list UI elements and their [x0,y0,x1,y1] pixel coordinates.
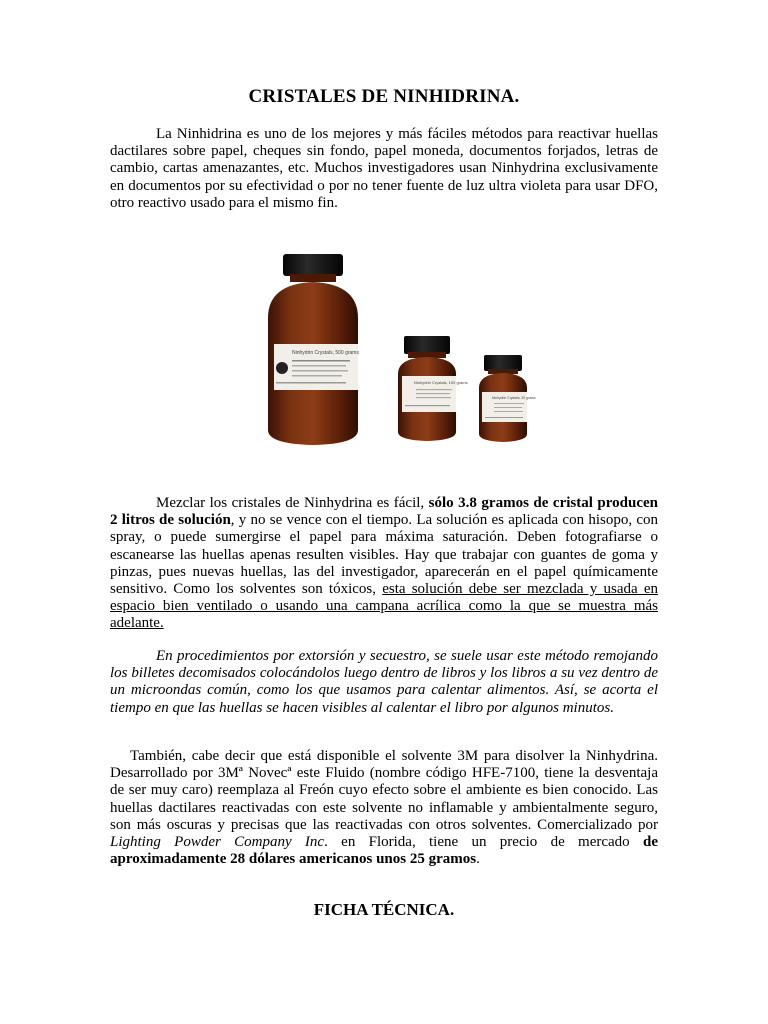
paragraph-solvent-text-2: . en Florida, tiene un precio de mercado [324,834,643,851]
company-name: Lighting Powder Company Inc [110,834,325,851]
price-bold: de aproximadamente 28 dólares americanos unos 25 gramos [110,834,658,868]
small-bottle-label-text: Ninhydrin Crystals, 25 grams [492,396,536,400]
paragraph-extortion-text: En procedimientos por extorsión y secuestro, se suele usar este método remojando los billetes decomisados colocándolos luego dentro de libros y los libros a su vez dentro de un microondas común, como los que usamos para calentar alimentos. Así, se acorta el tiempo en que las huellas se hacen visibles al calentar el libro por algunos minutos. [110,648,658,716]
large-bottle-label-text: Ninhydrin Crystals, 500 grams [292,350,359,356]
small-bottle [479,355,536,442]
large-bottle-logo [276,362,288,374]
paragraph-mixing-underlined: esta solución debe ser mezclada y usada en espacio bien ventilado o usando una campana acrílica como la que se muestra más adelante. [110,581,658,632]
paragraph-intro-text: La Ninhidrina es uno de los mejores y más fáciles métodos para reactivar huellas dactilares sobre papel, cheques sin fondo, papel moneda, documentos forjados, letras de cambio, cartas amenazantes, etc. Muchos investigadores usan Ninhydrina exclusivamente en documentos por su efectividad o por no tener fuente de luz ultra violeta para usar DFO, otro reactivo usado para el mismo fin. [110,126,658,211]
paragraph-mixing-body: , y no se vence con el tiempo. La solución es aplicada con hisopo, con spray, o puede sumergirse el papel para máxima saturación. Deben fotografiarse o escanearse las huellas apenas resulten visibles. Hay que trabajar con guantes de goma y pinzas, pues nuevas huellas, las del investigador, aparecerán en el papel químicamente sensitivo. Como los solventes son tóxicos, [110,512,658,598]
large-bottle [268,254,359,445]
paragraph-mixing-bold: sólo 3.8 gramos de cristal producen 2 litros de solución [110,495,658,529]
small-bottle-cap [484,355,522,371]
paragraph-mixing-intro: Mezclar los cristales de Ninhydrina es fácil, [156,495,429,511]
paragraph-solvent-text: También, cabe decir que está disponible el solvente 3M para disolver la Ninhydrina. Desarrollado por 3Mª Novecª este Fluido (nombre código HFE-7100, tiene la desventaja de ser muy caro) reemplaza al Freón cuyo efecto sobre el ambiente es bien conocido. Las huellas dactilares reactivadas con este solvente no inflamable y ambientalmente seguro, son más oscuras y precisas que las reactivadas con otros solventes. Comercializado por [110,748,658,833]
page-title: CRISTALES DE NINHIDRINA. [248,86,520,107]
large-bottle-cap [283,254,343,276]
paragraph-intro [110,126,658,212]
ninhydrin-bottles-photo [250,248,540,458]
paragraph-solvent [110,748,658,868]
medium-bottle-cap [404,336,450,354]
paragraph-extortion [110,648,658,717]
medium-bottle [398,336,468,441]
paragraph-solvent-end: . [476,851,480,868]
section-heading-ficha: FICHA TÉCNICA. [313,900,455,919]
medium-bottle-label-text: Ninhydrin Crystals, 100 grams [414,380,468,385]
paragraph-mixing [110,495,658,633]
